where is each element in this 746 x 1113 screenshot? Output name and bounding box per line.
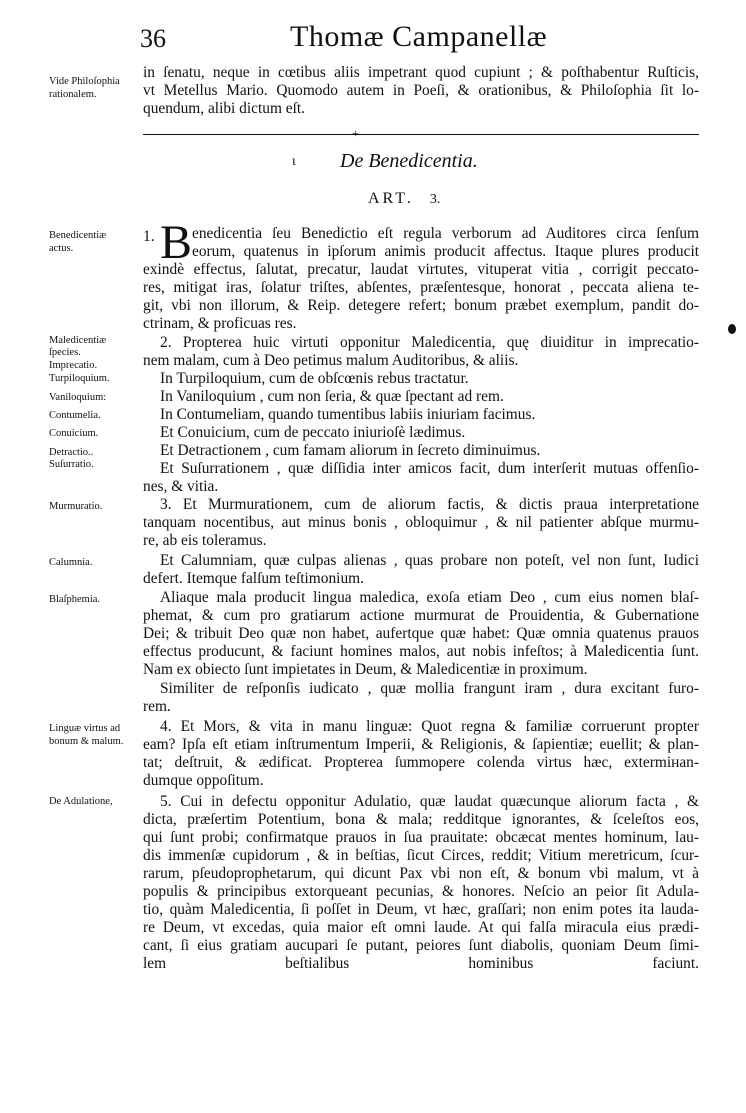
text-line: nes, & vitia. [143,478,219,495]
side-note: Detractio.. [49,447,94,458]
text-line: ctrinam, & proficuas res. [143,315,297,332]
rule-ornament: + [352,126,359,140]
side-note: actus. [49,243,74,254]
text-line: in ſenatu, neque in cœtibus aliis impetrant quod cupiunt ; & poſthabentur Ruſticis, [143,64,699,81]
text-line: dumque oppoſitum. [143,772,264,789]
article-label: ART. [368,190,414,207]
text-line: tat; deſtruit, & ædificat. Propterea ſummopere colenda virtus hæc, extermінan- [143,754,699,771]
text-line: effectus producunt, & faciunt homines malos, aut nobis infeſtos; à Maledicentia ſunt. [143,643,699,660]
side-note: Suſurratio. [49,459,94,470]
text-line: res, mitigat iras, ſolatur triſtes, abſentes, præſentesque, honorat , peccata aliena te- [143,279,699,296]
text-line: exindè effectus, ſalutat, precatur, laudat virtutes, vituperat vitia , corrigit peccato- [143,261,699,278]
running-title: Thomæ Campanellæ [290,20,548,53]
paragraph-number: 1. [143,228,155,245]
section-heading [292,150,478,173]
side-note: Turpiloquium. [49,373,110,384]
text-line: Et Detractionem , cum famam aliorum in ſecreto diminuimus. [160,442,541,459]
section-rule [143,134,699,135]
side-note: Vide Philoſophia [49,76,120,87]
article-heading [368,190,440,208]
text-line: lem beſtialibus hominibus faciunt. [143,955,699,972]
text-line: phemat, & cum pro gratiarum actione murmurat de Prouidentia, & Gubernatione [143,607,699,624]
side-note: Contumelia. [49,410,101,421]
text-line: nem malam, cum à Deo petimus malum Auditoribus, & aliis. [143,352,519,369]
text-line: re Deum, vt excedas, quia maior eſt omni laude. At qui falſa miracula eius prædi- [143,919,699,936]
text-line: eam? Ipſa eſt etiam inſtrumentum Imperii, & Religionis, & ſapientiæ; euellit; & plan- [143,736,699,753]
side-note: Calumnia. [49,557,93,568]
side-note: Benedicentiæ [49,230,107,241]
text-line: 2. Propterea huic virtuti opponitur Maledicentia, quę diuiditur in imprecatio- [160,334,699,351]
text-line: 5. Cui in defectu opponitur Adulatio, quæ laudat quæcunque aliorum facta , & [160,793,699,810]
text-line: Et Calumniam, quæ culpas alienas , quas probare non poteſt, vel non ſunt, Iudici [160,552,699,569]
text-line: qui ſunt probi; confirmatque prauos in ſua prauitate: obcæcat mentes hominum, lau- [143,829,699,846]
text-line: In Contumeliam, quando tumentibus labiis iniuriam facimus. [160,406,536,423]
drop-cap: B [160,216,193,269]
text-line: Aliaque mala producit lingua maledica, exoſa etiam Deo , cum eius nomen blaſ- [160,589,699,606]
text-line: 3. Et Murmurationem, cum de aliorum factis, & dictis praua interpretatione [160,496,699,513]
text-line: dis immenſæ cupidorum , & in beſtias, ſicut Circes, reddit; Vitium meretricum, ſcur- [143,847,699,864]
side-note: Blaſphemia. [49,594,101,605]
text-line: Nam ex obiecto ſunt impietates in Deum, & Maledicentiæ in proximum. [143,661,588,678]
side-note: bonum & malum. [49,736,124,747]
text-line: Et Conuicium, cum de peccato iniurioſè lædimus. [160,424,466,441]
text-line: enedicentia ſeu Benedictio eſt regula verborum ad Auditores circa ſenſum [192,225,699,242]
text-line: re, ab eis toleramus. [143,532,267,549]
text-line: 4. Et Mors, & vita in manu linguæ: Quot regna & familiæ corruerunt propter [160,718,699,735]
side-note: Linguæ virtus ad [49,723,121,734]
heading-mark: ι [292,154,296,169]
side-note: Maledicentiæ [49,335,107,346]
side-note: rationalem. [49,89,97,100]
text-line: dicta, præſertim Potentium, bona & mala; redditque ignorantes, & ſceleſtos eos, [143,811,699,828]
page-header [140,18,700,58]
text-line: rarum, pſeudoprophetarum, qui dicunt Pax vbi non eſt, & bonum vbi malum, vt à [143,865,699,882]
text-line: vt Metellus Mario. Quomodo autem in Poeſi, & orationibus, & Philoſophia ſit lo- [143,82,699,99]
text-line: Dei; & tribuit Deo quæ non habet, aufertque quæ habet: Quæ omnia quatenus prauos [143,625,699,642]
side-note: ſpecies. [49,347,81,358]
text-line: cant, ſi eius gratiam aucupari ſe putant, peiores ſunt diabolis, quoniam Deum ſimi- [143,937,699,954]
side-note: Murmuratio. [49,501,103,512]
text-line: quendum, alibi dictum eſt. [143,100,305,117]
text-line: populis & principibus extorqueant pecunias, & honores. Neſcio an peior ſit Adula- [143,883,699,900]
text-line: defert. Itemque falſum teſtimonium. [143,570,364,587]
text-line: In Vaniloquium , cum non ſeria, & quæ ſpectant ad rem. [160,388,504,405]
text-line: In Turpiloquium, cum de obſcœnis rebus tractatur. [160,370,469,387]
side-note: De Adulatione, [49,796,113,807]
text-line: Et Suſurrationem , quæ diſſidia inter amicos facit, dum interſerit mutuas offenſio- [160,460,699,477]
text-line: Similiter de reſponſis iudicato , quæ mollia frangunt iram , dura excitant furo- [160,680,699,697]
text-line: git, vbi non illorum, & Reip. detegere refert; bonum præbet exemplum, pandit do- [143,297,699,314]
text-line: rem. [143,698,171,715]
text-line: tanquam nocentibus, aut minus bonis , obloquimur , & nil patienter abſque murmu- [143,514,699,531]
ink-speck [728,324,736,334]
page-number: 36 [140,24,166,53]
side-note: Conuicium. [49,428,99,439]
section-title: De Benedicentia. [340,150,478,172]
text-line: eorum, quatenus in ipſorum animis producit affectus. Itaque plures producit [192,243,699,260]
article-number: 3. [429,192,441,207]
side-note: Vaniloquium: [49,392,107,403]
text-line: tio, quàm Maledicentia, ſi poſſet in Deum, vt hæc, graſſari; non enim potes ita lauda- [143,901,699,918]
side-note: Imprecatio. [49,360,98,371]
